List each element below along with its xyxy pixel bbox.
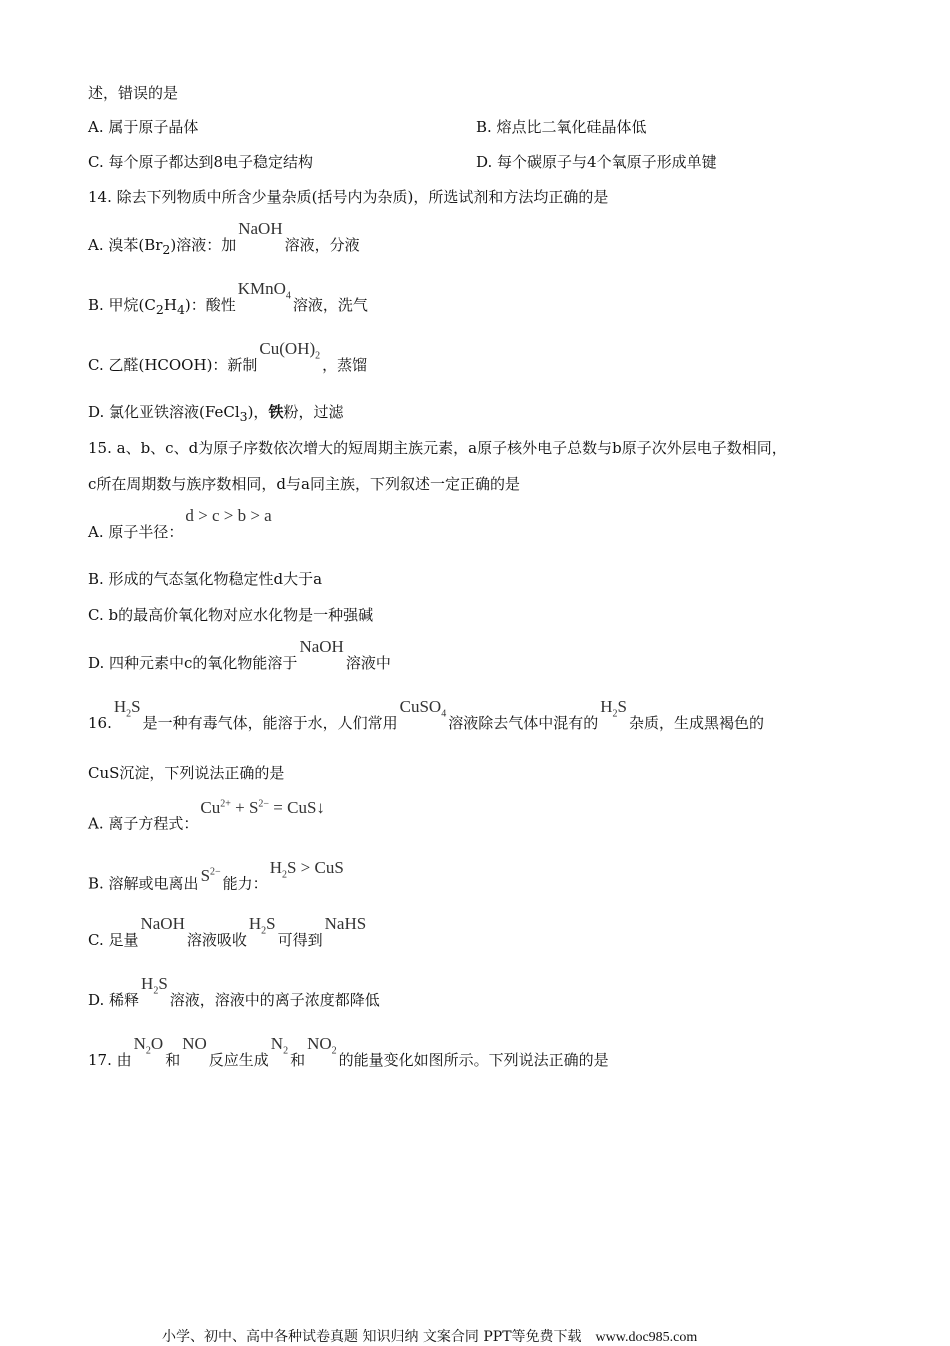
q16-h2s-2 xyxy=(600,697,627,720)
q13-option-c xyxy=(88,153,313,171)
q16-b-prefix: B. 溶解或电离出 xyxy=(88,874,199,893)
q16-stem-line1 xyxy=(88,697,764,739)
q14-d-prefix: D. 氯化亚铁溶液(FeCl xyxy=(88,403,240,421)
q13-option-a-text: A. 属于原子晶体 xyxy=(88,118,199,136)
q16-option-a xyxy=(88,797,327,833)
q16-h2s-1 xyxy=(113,697,141,720)
q15-d-prefix: D. 四种元素中c的氧化物能溶于 xyxy=(88,654,298,672)
q14-b-sub1: 2 xyxy=(155,302,164,317)
q16-part3: 杂质，生成黑褐色的 xyxy=(628,714,764,732)
q15-stem-line2-text: c所在周期数与族序数相同，d与a同主族，下列叙述一定正确的是 xyxy=(88,475,520,493)
q17-no2-no: NO xyxy=(307,1034,332,1053)
q15-stem-line1-text: 15. a、b、c、d为原子序数依次增大的短周期主族元素，a原子核外电子总数与b原子次外层电子数相同， xyxy=(88,439,787,457)
q16-h2s-2-h: H xyxy=(600,697,613,716)
q14-c-formula-sub: 2 xyxy=(315,350,321,362)
q14-d-bold: 铁 xyxy=(268,404,284,421)
q17-n2 xyxy=(270,1034,289,1057)
q13-option-c-text: C. 每个原子都达到8电子稳定结构 xyxy=(88,153,314,171)
q14-stem-text: 14. 除去下列物质中所含少量杂质(括号内为杂质)，所选试剂和方法均正确的是 xyxy=(88,188,609,206)
q16-b-mid: 能力： xyxy=(222,874,268,893)
q15-option-d xyxy=(88,637,391,672)
q17-mid: 反应生成 xyxy=(208,1051,269,1069)
q16-b-h: H xyxy=(269,857,282,877)
q14-a-mid: )溶液：加 xyxy=(170,236,237,254)
q15-option-a xyxy=(88,506,274,541)
q17-stem xyxy=(88,1034,609,1076)
q16-b-s-sup: 2− xyxy=(210,866,221,877)
q14-d-sub: 3 xyxy=(239,409,248,424)
q14-b-suffix: 溶液，洗气 xyxy=(292,296,368,314)
q14-b-formula-main: KMnO xyxy=(237,279,286,298)
q14-c-formula xyxy=(259,339,321,362)
q16-stem-line2 xyxy=(88,764,284,782)
q14-b-h: H xyxy=(163,296,177,314)
q16-b-sub: 2 xyxy=(281,869,287,881)
q16-h2s-1-h: H xyxy=(113,697,127,716)
q17-n2o-sub: 2 xyxy=(145,1045,151,1057)
q14-d-suffix: 粉，过滤 xyxy=(283,403,344,421)
q14-b-formula xyxy=(237,279,291,302)
q16-option-c xyxy=(88,914,368,956)
q16-a-equation xyxy=(200,798,325,817)
q14-option-d xyxy=(88,403,343,426)
q14-b-sub2: 4 xyxy=(176,302,185,317)
q15-option-b-text: B. 形成的气态氢化物稳定性d大于a xyxy=(88,570,323,588)
q14-c-formula-main: Cu(OH) xyxy=(259,339,316,358)
q16-b-compare xyxy=(269,857,344,881)
q16-cuso4 xyxy=(399,697,447,720)
q17-n2o xyxy=(133,1034,164,1057)
q15-option-c xyxy=(88,606,373,624)
q16-a-cu-sup: 2+ xyxy=(220,798,231,809)
q16-c-nahs: NaHS xyxy=(324,914,367,933)
q15-d-formula: NaOH xyxy=(299,637,344,656)
q13-option-a xyxy=(88,118,198,136)
q14-b-prefix: B. 甲烷(C xyxy=(88,296,156,314)
q14-a-suffix: 溶液，分液 xyxy=(284,236,360,254)
q14-b-formula-sub: 4 xyxy=(285,290,291,302)
q15-option-c-text: C. b的最高价氧化物对应水化物是一种强碱 xyxy=(88,606,374,624)
q16-c-s: S xyxy=(266,914,276,933)
footer-link[interactable]: www.doc985.com xyxy=(595,1330,698,1345)
q16-c-naoh: NaOH xyxy=(140,914,185,933)
q17-num: 17. 由 xyxy=(88,1051,132,1069)
footer-text: 小学、初中、高中各种试卷真题 知识归纳 文案合同 PPT等免费下载 xyxy=(162,1329,582,1345)
q16-c-h: H xyxy=(248,914,262,933)
q15-stem-line1 xyxy=(88,439,787,457)
q14-c-prefix: C. 乙醛(HCOOH)：新制 xyxy=(88,356,258,374)
q16-h2s-1-sub: 2 xyxy=(126,708,132,720)
q16-stem-line2-text: CuS沉淀，下列说法正确的是 xyxy=(88,764,285,782)
q16-a-cu: Cu xyxy=(200,797,221,817)
q17-he1: 和 xyxy=(165,1051,181,1069)
q16-a-s-sup: 2− xyxy=(258,798,270,809)
q16-a-prefix: A. 离子方程式： xyxy=(88,814,199,833)
q16-a-rest: = CuS↓ xyxy=(269,797,325,817)
q13-option-b-text: B. 熔点比二氧化硅晶体低 xyxy=(476,118,647,136)
q14-a-prefix: A. 溴苯(Br xyxy=(88,236,163,254)
q16-c-mid: 溶液吸收 xyxy=(186,931,247,949)
q14-option-c xyxy=(88,339,368,381)
q15-d-suffix: 溶液中 xyxy=(345,654,391,672)
q15-stem-line2 xyxy=(88,475,520,493)
q16-h2s-1-s: S xyxy=(131,697,141,716)
q14-a-sub: 2 xyxy=(162,242,171,257)
q16-part2: 溶液除去气体中混有的 xyxy=(448,714,599,732)
q16-d-sub: 2 xyxy=(153,985,159,997)
q16-d-prefix: D. 稀释 xyxy=(88,991,140,1009)
q15-option-b xyxy=(88,570,322,588)
q16-d-suffix: 溶液，溶液中的离子浓度都降低 xyxy=(169,991,380,1009)
q14-option-a xyxy=(88,219,360,259)
q17-n2-n: N xyxy=(270,1034,284,1053)
q13-option-d xyxy=(476,153,717,171)
q14-stem xyxy=(88,188,608,206)
q16-cuso4-sub: 4 xyxy=(441,708,447,720)
q14-a-formula: NaOH xyxy=(238,219,283,238)
q16-d-h2s xyxy=(141,974,168,997)
q17-tail: 的能量变化如图所示。下列说法正确的是 xyxy=(338,1051,609,1069)
q15-a-formula: d > c > b > a xyxy=(185,506,272,525)
q16-h2s-2-sub: 2 xyxy=(612,708,618,720)
q16-option-d xyxy=(88,974,380,1016)
q16-b-sulfide-ion xyxy=(201,866,221,885)
q17-he2: 和 xyxy=(290,1051,306,1069)
q16-c-h2s xyxy=(248,914,276,937)
q16-h2s-2-s: S xyxy=(617,697,627,716)
q16-b-s: S xyxy=(200,865,211,885)
q16-c-sub: 2 xyxy=(261,925,267,937)
q16-c-prefix: C. 足量 xyxy=(88,931,139,949)
q16-b-rest: S > CuS xyxy=(286,857,344,877)
q13-option-d-text: D. 每个碳原子与4个氧原子形成单键 xyxy=(476,153,717,171)
q17-n2o-n: N xyxy=(133,1034,146,1053)
page-footer xyxy=(162,1326,697,1346)
q16-c-mid2: 可得到 xyxy=(277,931,323,949)
q14-option-b xyxy=(88,279,368,321)
q17-no2 xyxy=(307,1034,337,1057)
q13-option-b xyxy=(476,118,647,136)
q14-b-mid: )：酸性 xyxy=(184,296,236,314)
q15-a-prefix: A. 原子半径： xyxy=(88,523,184,541)
q13-stem xyxy=(88,84,178,102)
q17-n2o-o: O xyxy=(150,1034,164,1053)
q17-no2-sub: 2 xyxy=(331,1045,337,1057)
q14-c-suffix: ，蒸馏 xyxy=(322,356,368,374)
q17-no: NO xyxy=(182,1034,207,1053)
q16-a-plus-s: + S xyxy=(230,797,259,817)
q16-option-b xyxy=(88,857,346,900)
q16-part1: 是一种有毒气体，能溶于水，人们常用 xyxy=(142,714,398,732)
q14-d-mid: )， xyxy=(247,403,269,421)
q16-num: 16. xyxy=(88,714,112,732)
q16-d-h: H xyxy=(141,974,154,993)
q16-d-s: S xyxy=(158,974,168,993)
q13-stem-text: 述，错误的是 xyxy=(88,84,179,102)
q16-cuso4-main: CuSO xyxy=(399,697,442,716)
q17-n2-sub: 2 xyxy=(283,1045,289,1057)
